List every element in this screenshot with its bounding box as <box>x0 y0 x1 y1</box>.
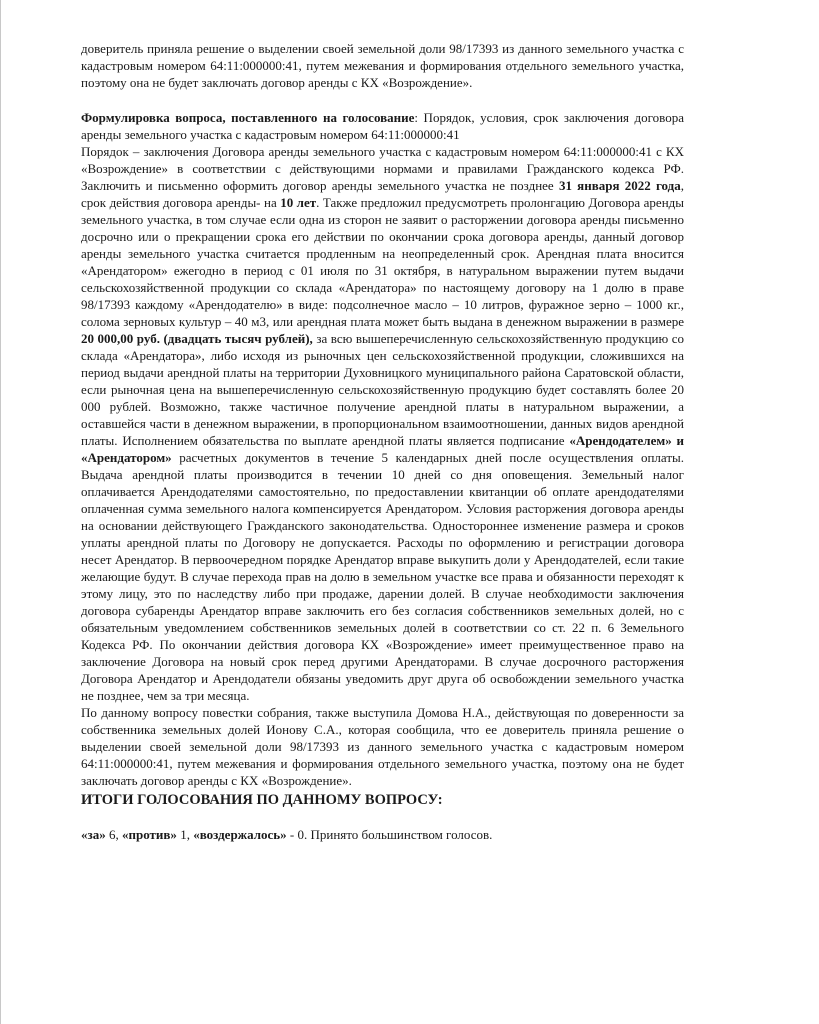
question-text: : Порядок, условия, срок заключения договора аренды земельного участка с кадастровым номером 64:11:000000:41 <box>81 110 684 142</box>
speaker-paragraph: По данному вопросу повестки собрания, также выступила Домова Н.А., действующая по доверенности за собственника земельных долей Ионову С.А., которая сообщила, что ее доверитель приняла решение о выделении своей земельной доли 98/17393 из данного земельного участка с кадастровым номером 64:11:000000:41, путем межевания и формирования отдельного земельного участка, поэтому она не будет заключать договор аренды с КХ «Возрождение». <box>81 705 684 788</box>
vote-against-label: «против» <box>121 827 177 842</box>
parties-names: «Арендодателем» и «Арендатором» <box>81 433 684 465</box>
lease-term: 10 лет <box>280 195 317 210</box>
voting-question <box>81 109 684 143</box>
question-label: Формулировка вопроса, поставленного на голосование <box>81 110 415 125</box>
terms-text-2: , срок действия договора аренды- на <box>81 178 684 210</box>
rent-amount: 20 000,00 руб. (двадцать тысяч рублей), <box>81 331 313 346</box>
results-heading: ИТОГИ ГОЛОСОВАНИЯ ПО ДАННОМУ ВОПРОСУ: <box>81 792 443 808</box>
terms-text-4: за всю вышеперечисленную сельскохозяйственную продукцию со склада «Арендатора», либо исходя из рыночных цен сельскохозяйственной продукции, сложившихся на период выдачи арендной платы на территории Духовницкого муниципального района Саратовской области, если рыночная цена на вышеперечисленную сельскохозяйственную продукцию будет составлять более 20 000 рублей. Возможно, также частичное получение арендной платы в натуральном выражении, а оставшейся части в денежном выражении, в пропорциональном взаимоотношении, данных видов арендной платы. Исполнением обязательства по выплате арендной платы является подписание <box>81 331 685 448</box>
vote-for-label: «за» <box>81 827 106 842</box>
vote-abstain-label: «воздержалось» <box>193 827 287 842</box>
results-line <box>81 826 684 843</box>
deadline-date: 31 января 2022 года <box>558 178 681 193</box>
terms-text-3: . Также предложил предусмотреть пролонгацию Договора аренды земельного участка, в том случае если одна из сторон не заявит о расторжении договора аренды письменно досрочно или о прекращении срока его действии по окончании срока договора аренды, данный договор аренды земельного участка считается продленным на неопределенный срок. Арендная плата вносится «Арендатором» ежегодно в период с 01 июля по 31 октября, в натуральном выражении путем выдачи сельскохозяйственной продукции со склада «Арендатора» по настоящему договору на 1 долю в праве 98/17393 каждому «Арендодателю» в виде: подсолнечное масло – 10 литров, фуражное зерно – 1000 кг., солома зерновых культур – 40 м3, или арендная плата может быть выдана в денежном выражении в размере <box>81 195 684 329</box>
vote-abstain-value: - 0. Принято большинством голосов. <box>286 827 493 842</box>
terms-text-5: расчетных документов в течение 5 календарных дней после осуществления оплаты. Выдача арендной платы производится в течении 10 дней со дня оповещения. Земельный налог оплачивается Арендодателями самостоятельно, по предоставлении квитанции об оплате арендодателями оплаченная сумма земельного налога компенсируется Арендатором. Условия расторжения договора аренды на основании действующего Гражданского законодательства. Одностороннее изменение размера и сроков уплаты арендной платы по Договору не допускается. Расходы по оформлению и регистрации договора несет Арендатор. В первоочередном порядке Арендатор вправе выкупить доли у Арендодателей, если такие желающие будут. В случае перехода прав на долю в земельном участке все права и обязанности переходят к этому лицу, это по наследству либо при продаже, дарении долей. В случае необходимости заключения договора субаренды Арендатор вправе заключить его без согласия собственников земельных долей, но с обязательным уведомлением собственников земельных долей в соответствии со ст. 22 п. 6 Земельного Кодекса РФ. По окончании действия договора КХ «Возрождение» имеет преимущественное право на заключение Договора на новый срок перед другими Арендаторами. В случае досрочного расторжения Договора Арендатор и Арендодатели обязаны уведомить друг друга об освобождении земельного участка не позднее, чем за три месяца. <box>81 450 684 703</box>
top-fragment-paragraph: доверитель приняла решение о выделении своей земельной доли 98/17393 из данного земельного участка с кадастровым номером 64:11:000000:41, путем межевания и формирования отдельного земельного участка, поэтому она не будет заключать договор аренды с КХ «Возрождение». <box>81 41 684 90</box>
document-body <box>81 40 684 843</box>
terms-text-1: Порядок – заключения Договора аренды земельного участка с кадастровым номером 64:11:000000:41 с КХ «Возрождение» в соответствии с действующими нормами и правилами Гражданского кодекса РФ. Заключить и письменно оформить договор аренды земельного участка не позднее <box>81 144 684 193</box>
terms-paragraph <box>81 143 684 704</box>
vote-for-value: 6, <box>105 827 122 842</box>
vote-against-value: 1, <box>176 827 194 842</box>
